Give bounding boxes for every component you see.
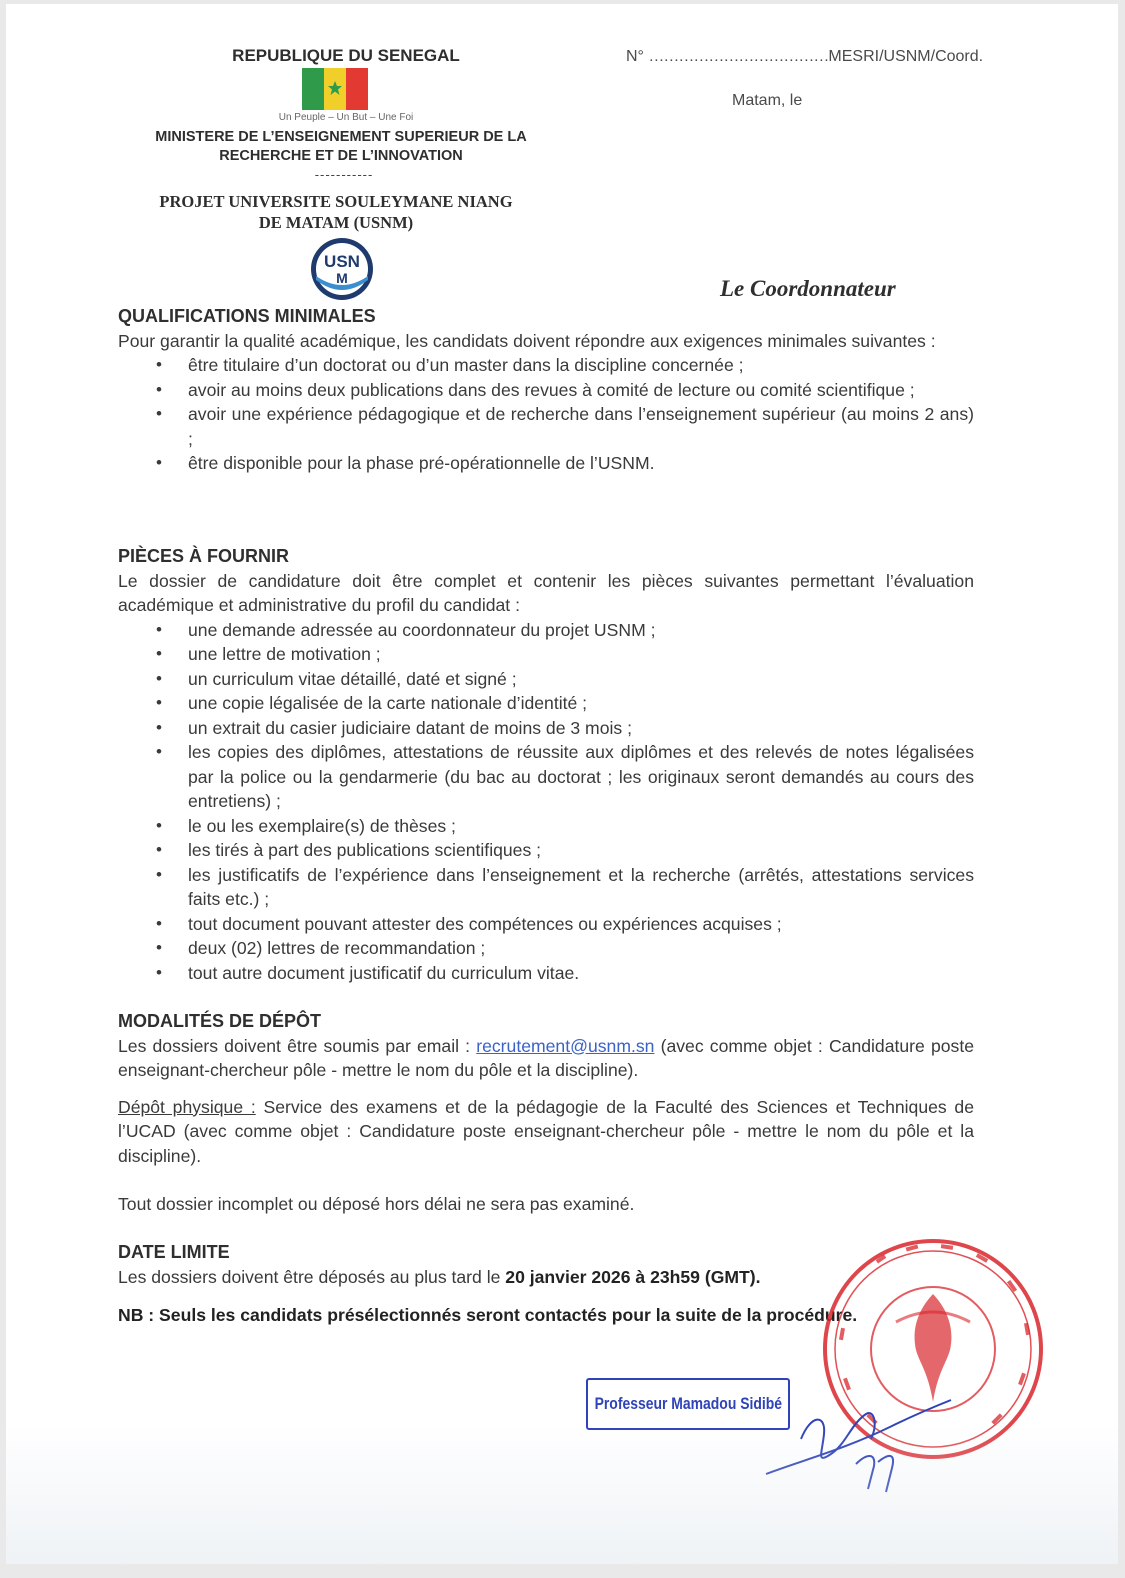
documents-list (118, 618, 974, 986)
submission-email-text: Les dossiers doivent être soumis par email : recrutement@usnm.sn (avec comme objet : Candidature poste enseignant-chercheur pôle - mettre le nom du pôle et la discipline). (118, 1035, 975, 1080)
list-item: • les copies des diplômes, attestations de réussite aux diplômes et des relevés de notes légalisées par la police ou la gendarmerie (du bac au doctorat ; les originaux seront demandés au cours des entretiens) ; (118, 740, 974, 814)
usnm-logo-icon (309, 236, 375, 302)
list-item: • un curriculum vitae détaillé, daté et signé ; (118, 667, 974, 692)
signatory-title: Le Coordonnateur (720, 276, 896, 301)
list-item: • être disponible pour la phase pré-opérationnelle de l’USNM. (118, 451, 974, 476)
project-name-line2: DE MATAM (USNM) (258, 213, 414, 232)
qualifications-list (118, 353, 974, 476)
country-name: REPUBLIQUE DU SENEGAL (232, 46, 460, 65)
list-item: • une demande adressée au coordonnateur du projet USNM ; (118, 618, 974, 643)
list-item: • avoir au moins deux publications dans des revues à comité de lecture ou comité scientifique ; (118, 378, 974, 403)
ministry-name: MINISTERE DE L’ENSEIGNEMENT SUPERIEUR DE LA RECHERCHE ET DE L’INNOVATION (155, 129, 527, 164)
submission-physical-text: Dépôt physique : Service des examens et de la pédagogie de la Faculté des Sciences et Techniques de l’UCAD (avec comme objet : Candidature poste enseignant-chercheur pôle - mettre le nom du pôle et la discipline). (118, 1096, 975, 1166)
qualifications-section (118, 304, 974, 476)
list-item: • le ou les exemplaire(s) de thèses ; (118, 814, 974, 839)
national-motto: Un Peuple – Un But – Une Foi (278, 112, 414, 123)
place-date: Matam, le (732, 92, 803, 109)
project-name (146, 191, 526, 233)
list-item: • un extrait du casier judiciaire datant de moins de 3 mois ; (118, 716, 974, 741)
qualifications-intro: Pour garantir la qualité académique, les candidats doivent répondre aux exigences minimales suivantes : (118, 330, 936, 351)
senegal-flag-icon (302, 68, 368, 110)
qualifications-title: QUALIFICATIONS MINIMALES (118, 306, 376, 326)
list-item: • deux (02) lettres de recommandation ; (118, 936, 974, 961)
physical-label: Dépôt physique : (118, 1096, 256, 1117)
list-item: • les justificatifs de l’expérience dans l’enseignement et la recherche (arrêtés, attestations services faits etc.) ; (118, 863, 974, 912)
project-name-line1: PROJET UNIVERSITE SOULEYMANE NIANG (159, 192, 513, 211)
deadline-date: 20 janvier 2026 à 23h59 (GMT). (505, 1266, 761, 1287)
submission-title: MODALITÉS DE DÉPÔT (118, 1011, 322, 1031)
deadline-title: DATE LIMITE (118, 1242, 230, 1262)
name-stamp: Professeur Mamadou Sidibé (586, 1378, 790, 1430)
header-separator: ----------- (314, 167, 374, 182)
incomplete-warning: Tout dossier incomplet ou déposé hors délai ne sera pas examiné. (118, 1194, 635, 1214)
handwritten-signature-icon (756, 1354, 956, 1504)
deadline-text: Les dossiers doivent être déposés au plus tard le 20 janvier 2026 à 23h59 (GMT). (118, 1266, 761, 1287)
svg-text:USN: USN (324, 252, 360, 271)
email-link[interactable]: recrutement@usnm.sn (476, 1035, 655, 1056)
list-item: • les tirés à part des publications scientifiques ; (118, 838, 974, 863)
list-item: • tout document pouvant attester des compétences ou expériences acquises ; (118, 912, 974, 937)
document-page (6, 4, 1118, 1564)
svg-text:M: M (336, 270, 348, 286)
list-item: • tout autre document justificatif du curriculum vitae. (118, 961, 974, 986)
list-item: • une lettre de motivation ; (118, 642, 974, 667)
submission-section (118, 1009, 974, 1217)
list-item: • être titulaire d’un doctorat ou d’un master dans la discipline concernée ; (118, 353, 974, 378)
documents-title: PIÈCES À FOURNIR (118, 546, 290, 566)
reference-number: N° ………………………………MESRI/USNM/Coord. (626, 48, 984, 65)
list-item: • avoir une expérience pédagogique et de recherche dans l’enseignement supérieur (au moins 2 ans) ; (118, 402, 974, 451)
list-item: • une copie légalisée de la carte nationale d’identité ; (118, 691, 974, 716)
documents-section (118, 544, 974, 985)
documents-intro: Le dossier de candidature doit être complet et contenir les pièces suivantes permettant l’évaluation académique et administrative du profil du candidat : (118, 570, 974, 615)
nb-note: NB : Seuls les candidats présélectionnés seront contactés pour la suite de la procédure. (118, 1305, 858, 1325)
